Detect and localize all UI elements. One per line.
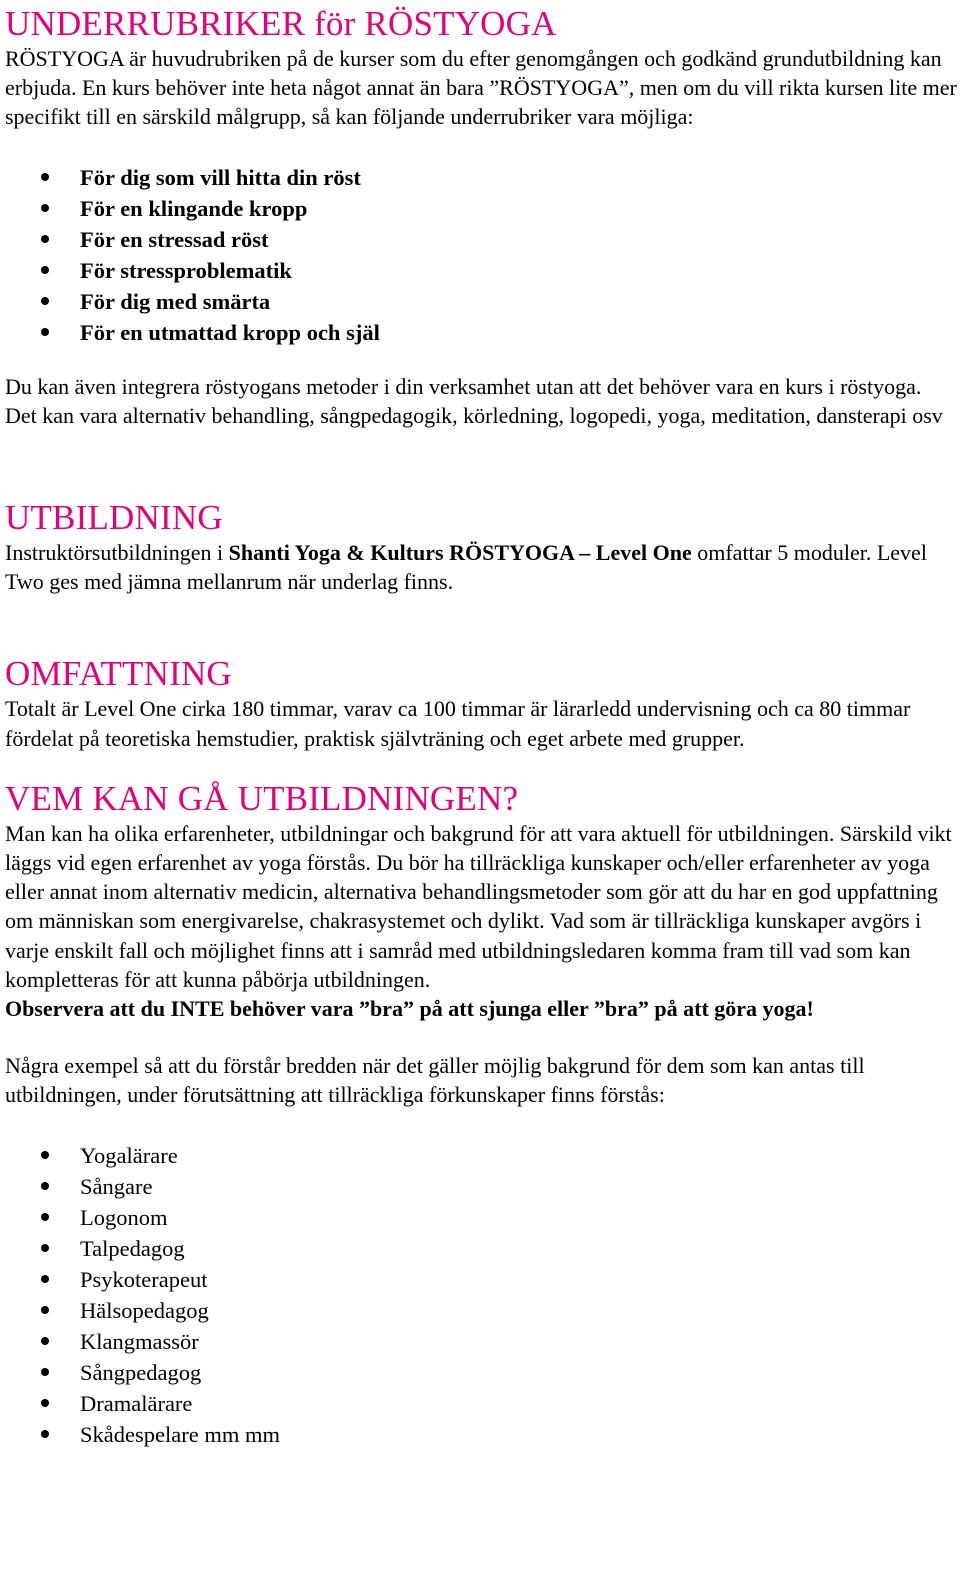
list-item: Dramalärare — [5, 1388, 957, 1419]
heading-omfattning: OMFATTNING — [5, 654, 232, 694]
bullet-icon — [41, 235, 49, 243]
list-item: Yogalärare — [5, 1140, 957, 1171]
paragraph-omfattning: Totalt är Level One cirka 180 timmar, varav ca 100 timmar är lärarledd undervisning och ca 80 timmar fördelat på teoretiska hemstudier, praktisk självträning och eget arbete med grupper. — [5, 696, 911, 751]
bullet-icon — [41, 266, 49, 274]
bullet-icon — [41, 1399, 49, 1407]
list-item: Talpedagog — [5, 1233, 957, 1264]
paragraph-vem-kan-ga: Man kan ha olika erfarenheter, utbildningar och bakgrund för att vara aktuell för utbildningen. Särskild vikt läggs vid egen erfarenhet av yoga förstås. Du bör ha tillräckliga kunskaper och/eller erfarenheter av yoga eller annat inom alternativ medicin, alternativa behandlingsmetoder som gör att du har en god uppfattning om människan som energivarelse, chakrasystemet och dylikt. Vad som är tillräckliga kunskaper avgörs i varje enskilt fall och möjlighet finns att i samråd med utbildningsledaren komma fram till vad som kan kompletteras för att kunna påbörja utbildningen. — [5, 820, 952, 992]
list-item: Sångare — [5, 1171, 957, 1202]
list-underrubriker — [5, 162, 957, 348]
paragraph-utbildning: Instruktörsutbildningen i Shanti Yoga & Kulturs RÖSTYOGA – Level One omfattar 5 moduler. Level Two ges med jämna mellanrum när underlag finns. — [5, 540, 927, 595]
bullet-icon — [41, 328, 49, 336]
course-name: Shanti Yoga & Kulturs RÖSTYOGA – Level One — [228, 540, 692, 566]
list-item: Logonom — [5, 1202, 957, 1233]
heading-vem-kan-ga: VEM KAN GÅ UTBILDNINGEN? — [5, 778, 519, 818]
bullet-icon — [41, 297, 49, 305]
list-item: Skådespelare mm mm — [5, 1419, 957, 1450]
bullet-icon — [41, 1430, 49, 1438]
bullet-icon — [41, 1275, 49, 1283]
list-bakgrund — [5, 1140, 957, 1450]
list-item: För en stressad röst — [5, 224, 957, 255]
paragraph-integration: Du kan även integrera röstyogans metoder i din verksamhet utan att det behöver vara en kurs i röstyoga. Det kan vara alternativ behandling, sångpedagogik, körledning, logopedi, yoga, meditation, dansterapi osv — [5, 373, 943, 428]
heading-underrubriker: UNDERRUBRIKER för RÖSTYOGA — [5, 4, 557, 43]
list-item: För dig som vill hitta din röst — [5, 162, 957, 193]
heading-utbildning: UTBILDNING — [5, 498, 223, 538]
bullet-icon — [41, 1306, 49, 1314]
list-item: För stressproblematik — [5, 255, 957, 286]
paragraph-exempel: Några exempel så att du förstår bredden när det gäller möjlig bakgrund för dem som kan antas till utbildningen, under förutsättning att tillräckliga förkunskaper finns förstås: — [5, 1053, 865, 1108]
list-item: Sångpedagog — [5, 1357, 957, 1388]
paragraph-underrubriker-intro: RÖSTYOGA är huvudrubriken på de kurser som du efter genomgången och godkänd grundutbildning kan erbjuda. En kurs behöver inte heta något annat än bara ”RÖSTYOGA”, men om du vill rikta kursen lite mer specifikt till en särskild målgrupp, så kan följande underrubriker vara möjliga: — [5, 46, 957, 130]
list-item: För en klingande kropp — [5, 193, 957, 224]
list-item: Psykoterapeut — [5, 1264, 957, 1295]
bullet-icon — [41, 204, 49, 212]
bullet-icon — [41, 1368, 49, 1376]
bullet-icon — [41, 173, 49, 181]
paragraph-observera: Observera att du INTE behöver vara ”bra” på att sjunga eller ”bra” på att göra yoga! — [5, 996, 814, 1022]
document — [5, 4, 957, 1450]
list-item: Hälsopedagog — [5, 1295, 957, 1326]
bullet-icon — [41, 1213, 49, 1221]
bullet-icon — [41, 1244, 49, 1252]
bullet-icon — [41, 1182, 49, 1190]
list-item: För dig med smärta — [5, 286, 957, 317]
bullet-icon — [41, 1337, 49, 1345]
list-item: För en utmattad kropp och själ — [5, 317, 957, 348]
bullet-icon — [41, 1151, 49, 1159]
list-item: Klangmassör — [5, 1326, 957, 1357]
